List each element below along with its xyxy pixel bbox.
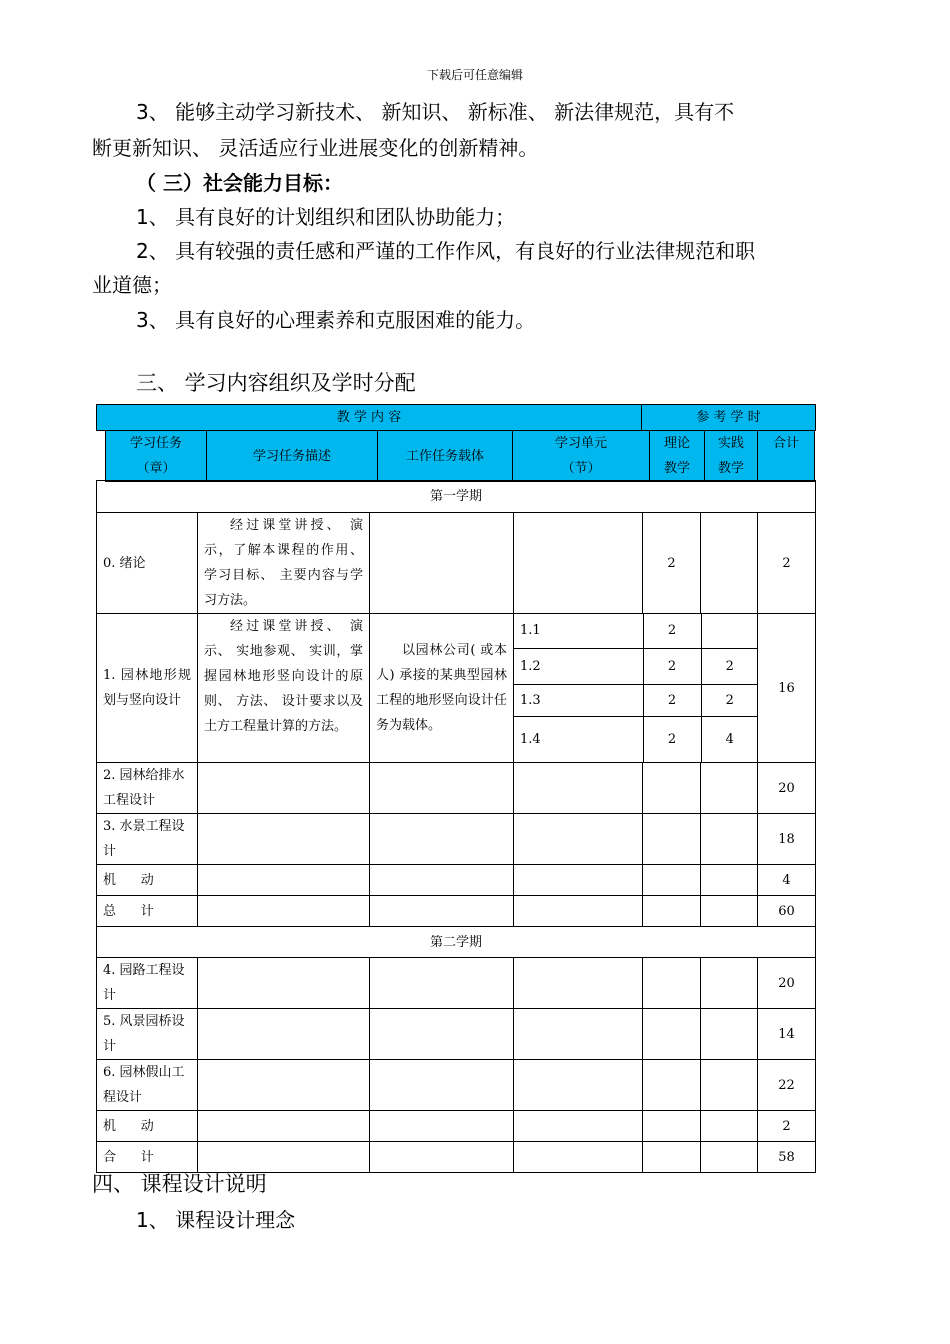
task-name: 0. 绪论 [97,513,198,614]
table-row [97,513,816,614]
total-hours: 22 [758,1060,816,1111]
paragraph-line: 3、 能够主动学习新技术、 新知识、 新标准、 新法律规范，具有不 [136,100,735,124]
total-hours: 20 [758,958,816,1009]
table-row [97,958,816,1009]
col-desc: 学习任务描述 [207,431,378,482]
task-name: 机 动 [97,865,198,896]
table-row [97,763,816,814]
col-total: 合计 [758,431,815,482]
total-hours: 20 [758,763,816,814]
task-name: 1. 园林地形规划与竖向设计 [97,614,198,763]
total-hours: 18 [758,814,816,865]
table-header-top [96,404,816,431]
col-task: 学习任务 （章） [106,431,207,482]
task-name: 6. 园林假山工程设计 [97,1060,198,1111]
total-hours: 2 [758,513,816,614]
unit-row: 1.1 2 [514,614,758,648]
table-row [97,865,816,896]
theory-hours: 2 [643,513,701,614]
table-row [97,1111,816,1142]
total-hours: 58 [758,1142,816,1173]
task-name: 5. 风景园桥设计 [97,1009,198,1060]
header-reference-hours: 参 考 学 时 [642,405,816,431]
total-hours: 4 [758,865,816,896]
total-hours: 14 [758,1009,816,1060]
table-row [97,896,816,927]
task-desc: 经过课堂讲授、 演示，了解本课程的作用、 学习目标、 主要内容与学习方法。 [198,513,370,614]
task-carrier: 以园林公司( 或本人) 承接的某典型园林工程的地形竖向设计任务为载体。 [370,614,514,763]
table-row [97,614,816,763]
total-hours: 16 [758,614,816,763]
task-name: 机 动 [97,1111,198,1142]
term-label: 第二学期 [97,927,816,958]
section-heading: 四、 课程设计说明 [92,1172,267,1196]
total-hours: 60 [758,896,816,927]
hours-table [96,480,816,1173]
table-row [97,1060,816,1111]
paragraph-line: 1、 具有良好的计划组织和团队协助能力； [136,205,516,229]
term-label: 第一学期 [97,481,816,513]
table-row [97,814,816,865]
unit-row: 1.4 2 4 [514,716,758,762]
paragraph-line: 1、 课程设计理念 [136,1208,296,1232]
paragraph-line: 3、 具有良好的心理素养和克服困难的能力。 [136,308,536,332]
paragraph-line: 断更新知识、 灵活适应行业进展变化的创新精神。 [92,136,539,160]
paragraph-line: 2、 具有较强的责任感和严谨的工作作风，有良好的行业法律规范和职 [136,239,756,263]
table-row [97,1009,816,1060]
total-hours: 2 [758,1111,816,1142]
paragraph-line: 业道德； [92,273,172,297]
table-header-cols [105,430,815,482]
task-name: 4. 园路工程设计 [97,958,198,1009]
unit-row: 1.3 2 2 [514,684,758,716]
table-row [97,1142,816,1173]
task-desc: 经过课堂讲授、 演示、 实地参观、 实训，掌握园林地形竖向设计的原则、 方法、 设计要求以及土方工程量计算的方法。 [198,614,370,763]
section-heading: （ 三）社会能力目标： [136,171,343,195]
col-unit: 学习单元 （节） [513,431,650,482]
section-heading: 三、 学习内容组织及学时分配 [136,371,416,395]
col-carrier: 工作任务载体 [378,431,513,482]
task-name: 3. 水景工程设计 [97,814,198,865]
header-teaching-content: 教 学 内 容 [97,405,642,431]
col-practice: 实践 教学 [705,431,758,482]
unit-subtable [514,614,758,763]
task-name: 合 计 [97,1142,198,1173]
col-theory: 理论 教学 [650,431,705,482]
task-name: 2. 园林给排水工程设计 [97,763,198,814]
task-name: 总 计 [97,896,198,927]
page-header: 下载后可任意编辑 [426,68,523,82]
unit-row: 1.2 2 2 [514,648,758,684]
